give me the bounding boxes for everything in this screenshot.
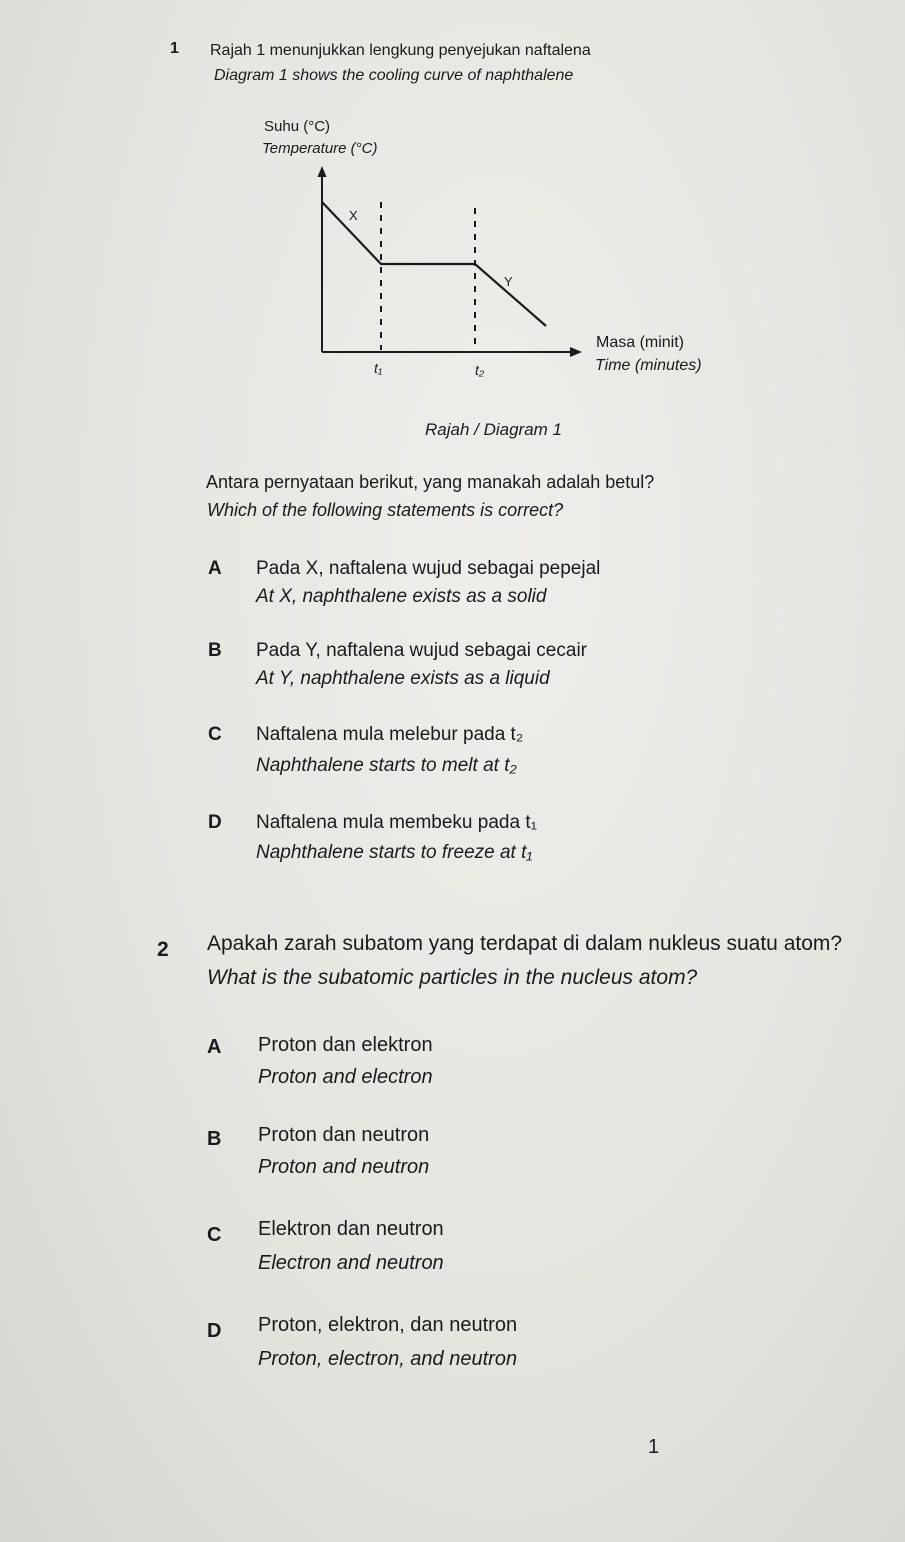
- option-letter: A: [208, 558, 222, 579]
- diagram-caption: Rajah / Diagram 1: [425, 420, 563, 439]
- option-text-en: Naphthalene starts to melt at t₂: [256, 755, 517, 776]
- x-axis-arrow: [570, 347, 582, 357]
- option-text-en: At X, naphthalene exists as a solid: [256, 586, 547, 607]
- option-text-ms: Proton, elektron, dan neutron: [258, 1314, 518, 1336]
- option-text-ms: Pada Y, naftalena wujud sebagai cecair: [256, 640, 587, 661]
- t2-label: t₂: [475, 362, 485, 378]
- diagram-y-label-ms: Suhu (°C): [264, 118, 331, 135]
- question-2-number: 2: [157, 938, 169, 961]
- option-letter: D: [208, 812, 222, 833]
- option-text-en: At Y, naphthalene exists as a liquid: [256, 668, 550, 689]
- option-text-en: Proton and neutron: [258, 1156, 430, 1178]
- option-text-ms: Proton dan neutron: [258, 1124, 430, 1146]
- option-text-en: Proton and electron: [258, 1066, 433, 1088]
- y-axis-arrow: [318, 166, 327, 177]
- diagram-x-label-ms: Masa (minit): [596, 334, 685, 351]
- t1-label: t₁: [374, 360, 383, 376]
- question-1-number: 1: [170, 40, 179, 57]
- point-y-label: Y: [504, 274, 513, 289]
- diagram-x-label-en: Time (minutes): [595, 357, 702, 374]
- question-1-intro-ms: Rajah 1 menunjukkan lengkung penyejukan naftalena: [210, 42, 591, 59]
- option-letter: C: [208, 724, 222, 745]
- option-text-ms: Naftalena mula membeku pada t₁: [256, 812, 538, 833]
- point-x-label: X: [349, 208, 358, 223]
- option-letter: A: [207, 1036, 222, 1058]
- option-letter: B: [208, 640, 222, 661]
- option-text-ms: Proton dan elektron: [258, 1034, 433, 1056]
- question-1-text-en: Which of the following statements is correct?: [207, 500, 564, 520]
- question-2-text-en: What is the subatomic particles in the nucleus atom?: [207, 966, 698, 989]
- option-letter: D: [207, 1320, 222, 1342]
- option-text-ms: Pada X, naftalena wujud sebagai pepejal: [256, 558, 601, 579]
- question-1-text-ms: Antara pernyataan berikut, yang manakah adalah betul?: [206, 472, 655, 492]
- cooling-curve-diagram: [300, 160, 600, 385]
- question-1-intro-en: Diagram 1 shows the cooling curve of naphthalene: [214, 67, 574, 84]
- diagram-y-label-en: Temperature (°C): [262, 140, 378, 157]
- option-letter: C: [207, 1224, 222, 1246]
- option-text-en: Electron and neutron: [258, 1252, 444, 1274]
- page-number: 1: [648, 1436, 660, 1458]
- option-text-en: Naphthalene starts to freeze at t₁: [256, 842, 533, 863]
- question-2-text-ms: Apakah zarah subatom yang terdapat di dalam nukleus suatu atom?: [207, 932, 843, 955]
- option-text-ms: Elektron dan neutron: [258, 1218, 444, 1240]
- option-text-ms: Naftalena mula melebur pada t₂: [256, 724, 524, 745]
- option-letter: B: [207, 1128, 222, 1150]
- option-text-en: Proton, electron, and neutron: [258, 1348, 518, 1370]
